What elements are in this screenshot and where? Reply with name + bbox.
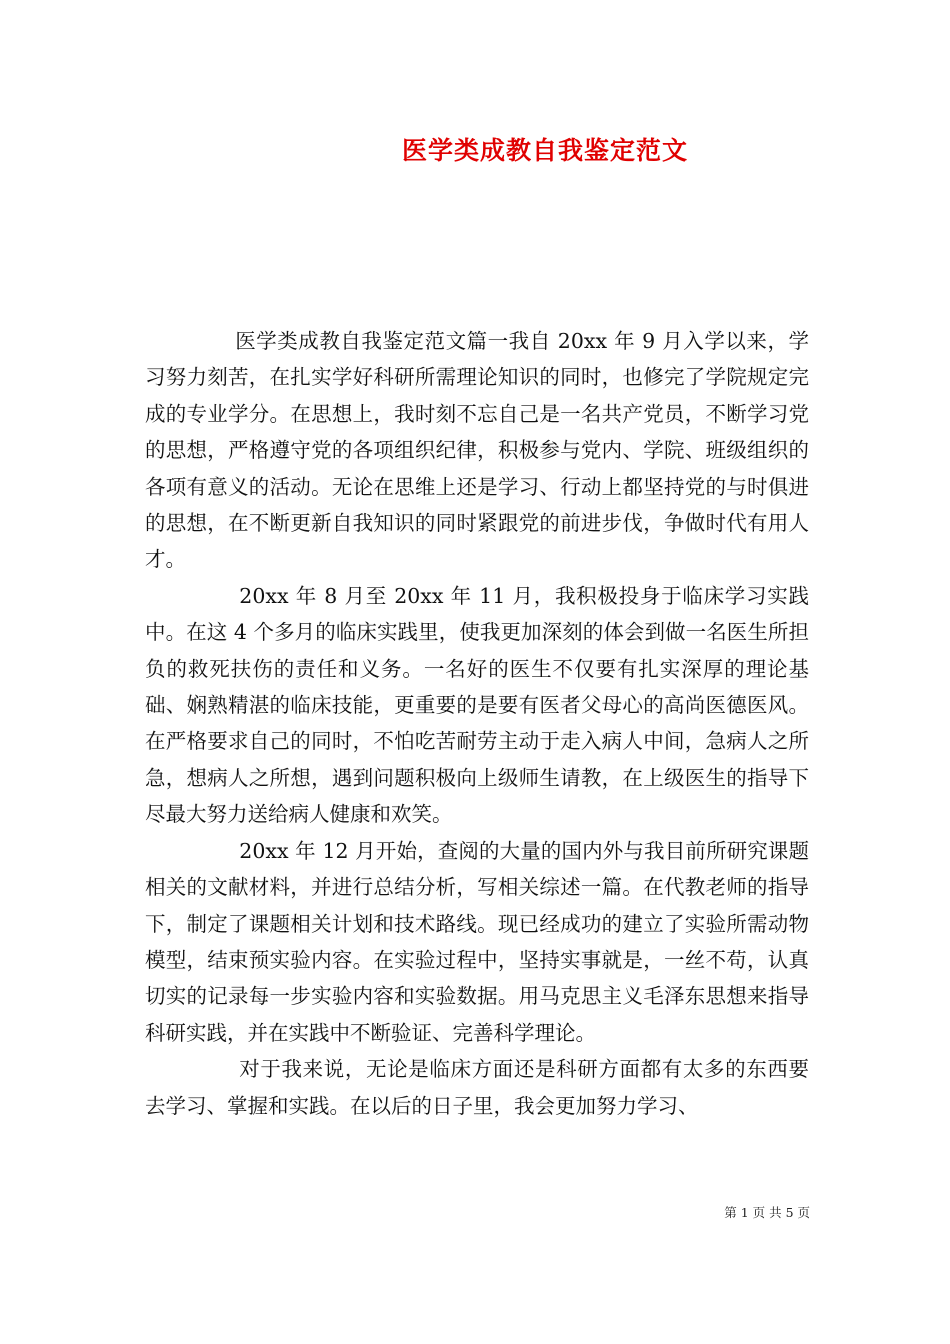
paragraph-2: 20xx 年 8 月至 20xx 年 11 月，我积极投身于临床学习实践中。在这 4 个多月的临床实践里，使我更加深刻的体会到做一名医生所担负的救死扶伤的责任和义务。一名好的医生不仅要有扎实深厚的理论基础、娴熟精湛的临床技能，更重要的是要有医者父母心的高尚医德医风。在严格要求自己的同时，不怕吃苦耐劳主动于走入病人中间，急病人之所急，想病人之所想，遇到问题积极向上级师生请教，在上级医生的指导下尽最大努力送给病人健康和欢笑。 xyxy=(145,583,809,827)
document-body xyxy=(145,323,809,1124)
paragraph-3: 20xx 年 12 月开始，查阅的大量的国内外与我目前所研究课题相关的文献材料，并进行总结分析，写相关综述一篇。在代教老师的指导下，制定了课题相关计划和技术路线。现已经成功的建立了实验所需动物模型，结束预实验内容。在实验过程中，坚持实事就是，一丝不苟，认真切实的记录每一步实验内容和实验数据。用马克思主义毛泽东思想来指导科研实践，并在实践中不断验证、完善科学理论。 xyxy=(145,838,809,1045)
document-title: 医学类成教自我鉴定范文 xyxy=(401,136,688,165)
page-number-footer: 第 1 页 共 5 页 xyxy=(724,1205,810,1220)
paragraph-1: 医学类成教自我鉴定范文篇一我自 20xx 年 9 月入学以来，学习努力刻苦，在扎实学好科研所需理论知识的同时，也修完了学院规定完成的专业学分。在思想上，我时刻不忘自己是一名共产党员，不断学习党的思想，严格遵守党的各项组织纪律，积极参与党内、学院、班级组织的各项有意义的活动。无论在思维上还是学习、行动上都坚持党的与时俱进的思想，在不断更新自我知识的同时紧跟党的前进步伐，争做时代有用人才。 xyxy=(145,329,809,572)
paragraph-4: 对于我来说，无论是临床方面还是科研方面都有太多的东西要去学习、掌握和实践。在以后的日子里，我会更加努力学习、 xyxy=(145,1057,809,1118)
